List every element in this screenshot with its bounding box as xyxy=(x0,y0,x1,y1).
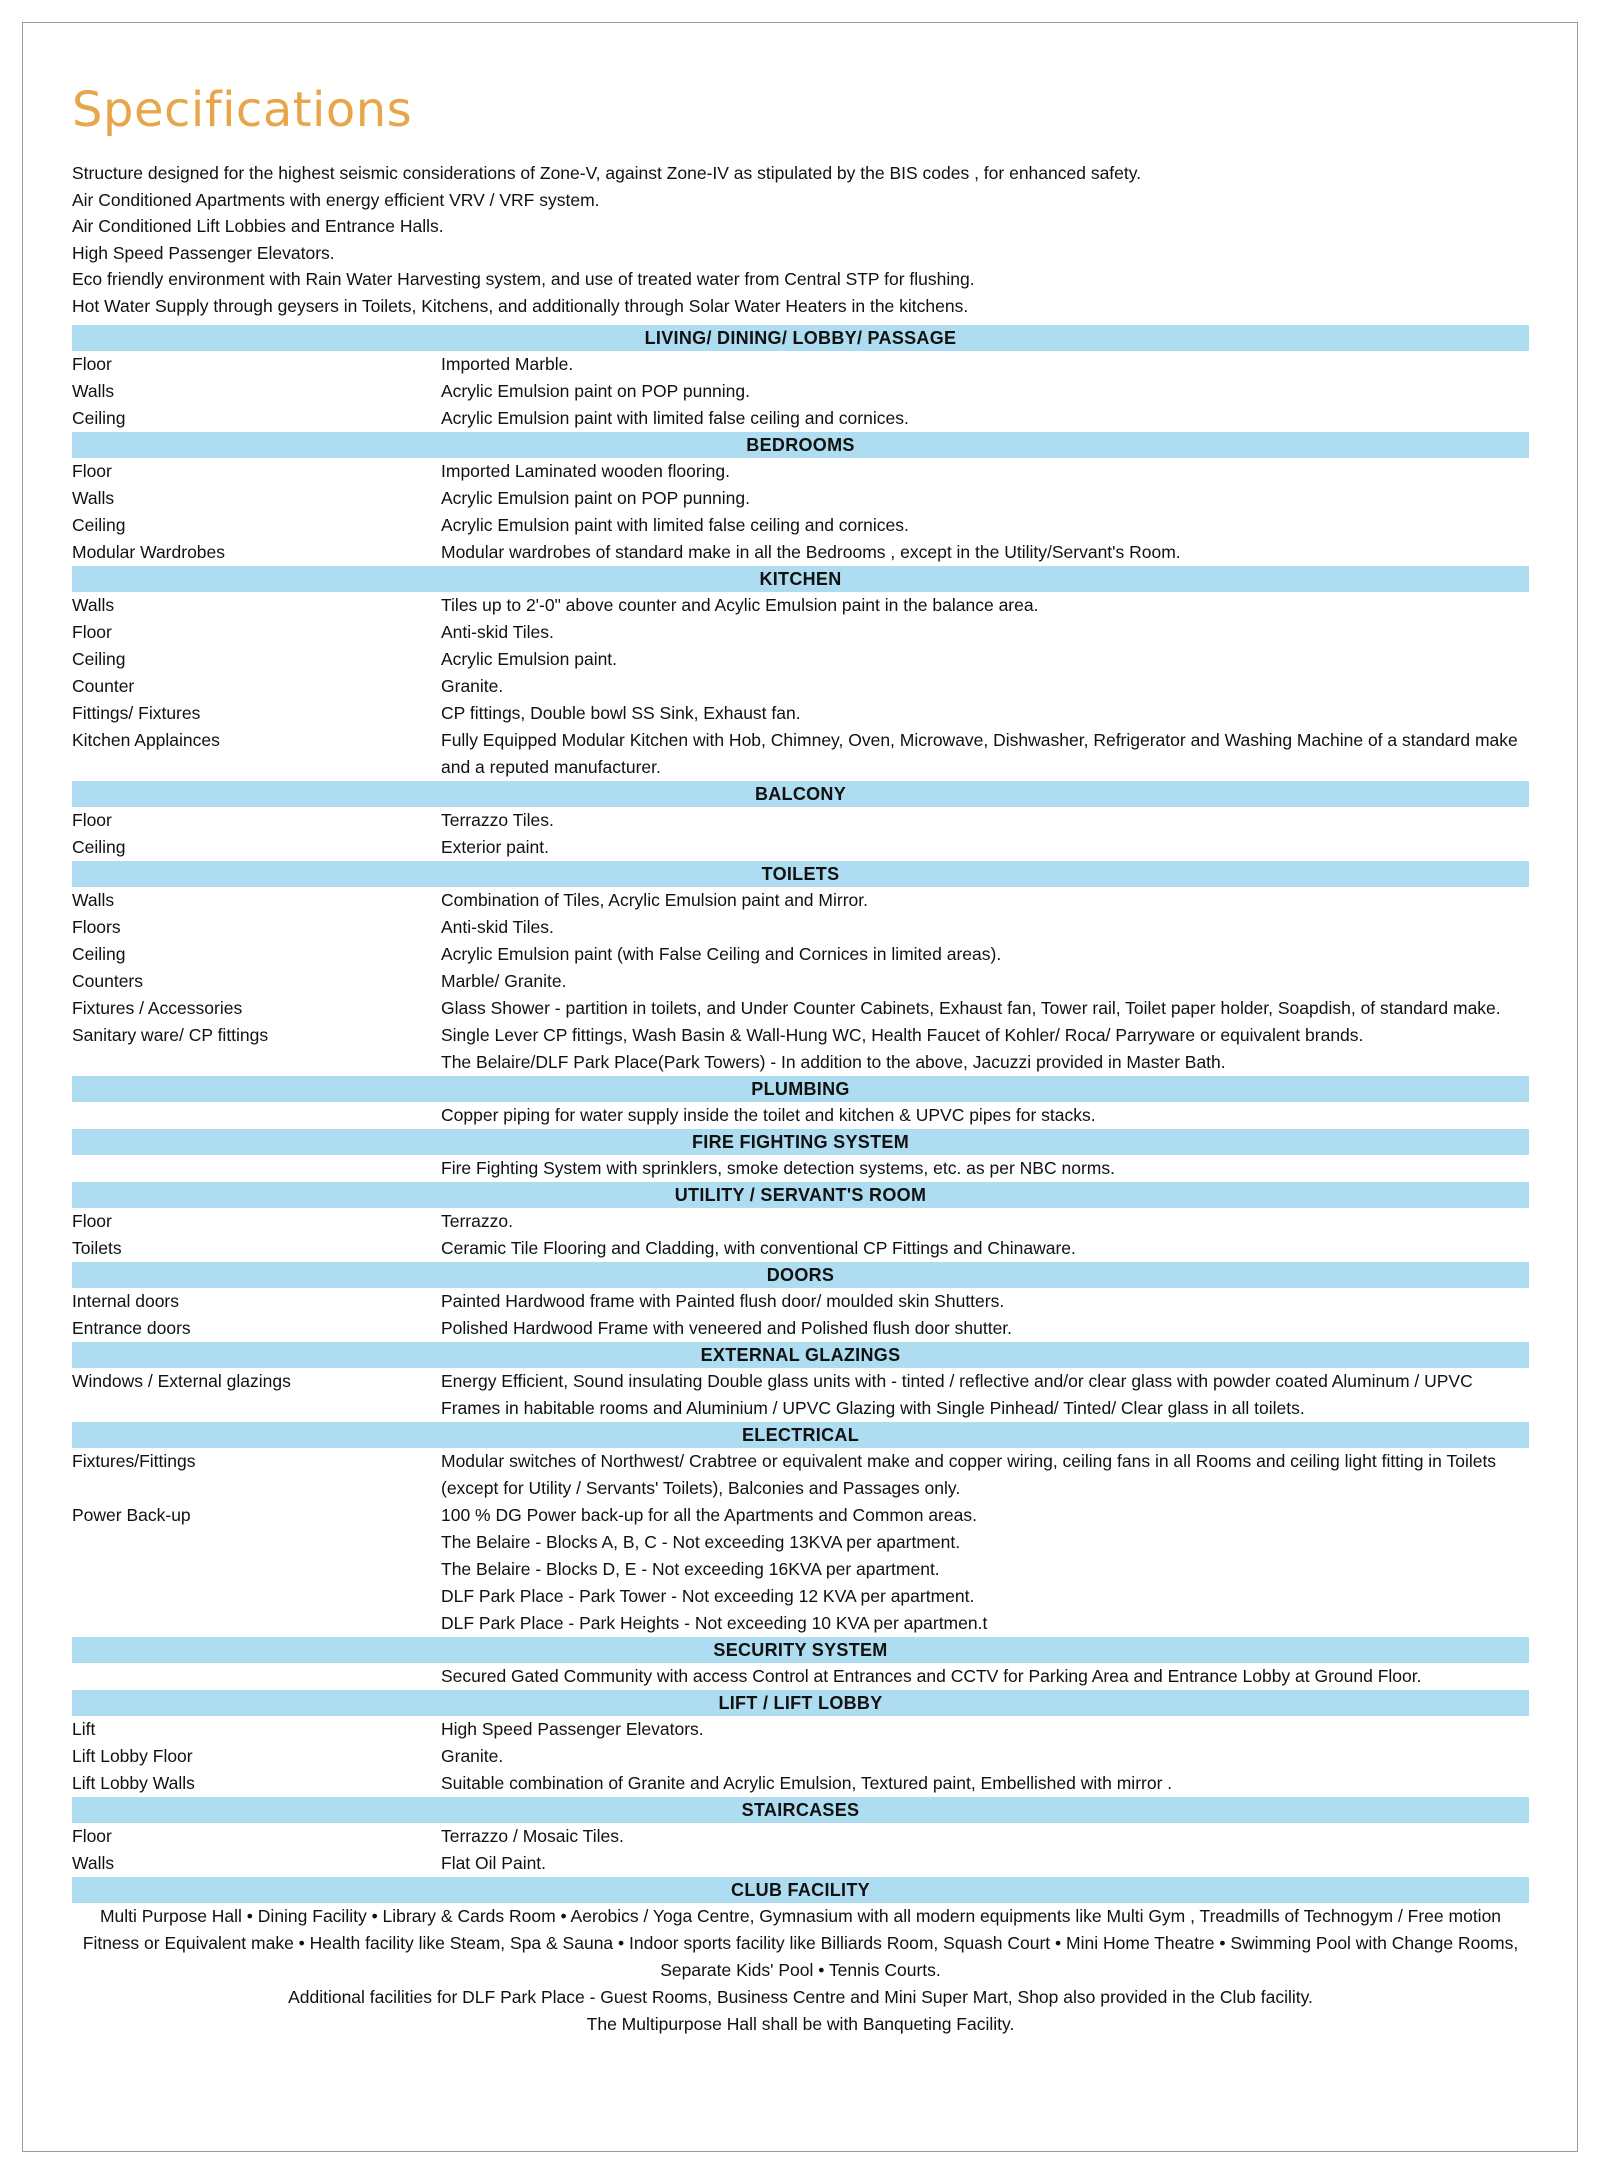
spec-value: Fully Equipped Modular Kitchen with Hob, Chimney, Oven, Microwave, Dishwasher, Refrigerator and Washing Machine of a standard make and a reputed manufacturer. xyxy=(441,730,1518,777)
spec-label xyxy=(72,1556,441,1583)
page-title: Specifications xyxy=(72,82,413,138)
spec-value: CP fittings, Double bowl SS Sink, Exhaust fan. xyxy=(441,703,801,723)
spec-row xyxy=(72,1770,1529,1797)
spec-value: The Belaire/DLF Park Place(Park Towers) - In addition to the above, Jacuzzi provided in Master Bath. xyxy=(441,1052,1226,1072)
spec-value: DLF Park Place - Park Heights - Not exceeding 10 KVA per apartmen.t xyxy=(441,1613,988,1633)
section-heading: EXTERNAL GLAZINGS xyxy=(72,1342,1529,1368)
spec-value: Anti-skid Tiles. xyxy=(441,917,554,937)
spec-row xyxy=(72,887,1529,914)
spec-label: Counters xyxy=(72,971,144,991)
spec-label: Ceiling xyxy=(72,837,126,857)
section-heading: BEDROOMS xyxy=(72,432,1529,458)
section-heading: PLUMBING xyxy=(72,1076,1529,1102)
spec-row xyxy=(72,968,1529,995)
spec-row xyxy=(72,807,1529,834)
spec-row xyxy=(72,1610,1529,1637)
spec-value: Acrylic Emulsion paint with limited false ceiling and cornices. xyxy=(441,408,909,428)
spec-label: Internal doors xyxy=(72,1291,180,1311)
spec-value: Acrylic Emulsion paint with limited false ceiling and cornices. xyxy=(441,515,909,535)
spec-value: Granite. xyxy=(441,1746,504,1766)
spec-row xyxy=(72,485,1529,512)
spec-row xyxy=(72,1102,1529,1129)
section-heading: STAIRCASES xyxy=(72,1797,1529,1823)
spec-value: Single Lever CP fittings, Wash Basin & Wall-Hung WC, Health Faucet of Kohler/ Roca/ Parryware or equivalent brands. xyxy=(441,1025,1364,1045)
section-heading: FIRE FIGHTING SYSTEM xyxy=(72,1129,1529,1155)
spec-value: Fire Fighting System with sprinklers, smoke detection systems, etc. as per NBC norms. xyxy=(441,1158,1115,1178)
intro-line: High Speed Passenger Elevators. xyxy=(72,242,335,263)
spec-row xyxy=(72,351,1529,378)
spec-row xyxy=(72,995,1529,1022)
club-line: Additional facilities for DLF Park Place - Guest Rooms, Business Centre and Mini Super Mart, Shop also provided in the Club facility. xyxy=(288,1987,1313,2007)
section-heading: ELECTRICAL xyxy=(72,1422,1529,1448)
spec-value: Combination of Tiles, Acrylic Emulsion paint and Mirror. xyxy=(441,890,868,910)
spec-label: Floors xyxy=(72,917,121,937)
spec-row xyxy=(72,1235,1529,1262)
spec-row xyxy=(72,1743,1529,1770)
spec-label: Floor xyxy=(72,1826,112,1846)
intro-line: Structure designed for the highest seismic considerations of Zone-V, against Zone-IV as stipulated by the BIS codes , for enhanced safety. xyxy=(72,163,1142,183)
spec-row xyxy=(72,1368,1529,1422)
spec-label: Sanitary ware/ CP fittings xyxy=(72,1025,269,1045)
spec-value: Terrazzo. xyxy=(441,1211,513,1231)
spec-value: Imported Marble. xyxy=(441,354,574,374)
spec-value: Imported Laminated wooden flooring. xyxy=(441,461,730,481)
spec-value: Painted Hardwood frame with Painted flush door/ moulded skin Shutters. xyxy=(441,1291,1005,1311)
spec-row xyxy=(72,700,1529,727)
spec-row xyxy=(72,1288,1529,1315)
section-heading: TOILETS xyxy=(72,861,1529,887)
spec-label: Ceiling xyxy=(72,408,126,428)
spec-value: Anti-skid Tiles. xyxy=(441,622,554,642)
club-facility-text xyxy=(72,1903,1529,2038)
spec-label xyxy=(72,1102,441,1129)
spec-label: Toilets xyxy=(72,1238,122,1258)
spec-value: Polished Hardwood Frame with veneered and Polished flush door shutter. xyxy=(441,1318,1013,1338)
spec-row xyxy=(72,1502,1529,1529)
spec-label: Floor xyxy=(72,1211,112,1231)
spec-label: Walls xyxy=(72,595,115,615)
spec-value: Acrylic Emulsion paint on POP punning. xyxy=(441,488,751,508)
spec-value: Exterior paint. xyxy=(441,837,549,857)
spec-row xyxy=(72,1823,1529,1850)
spec-value: Tiles up to 2'-0" above counter and Acylic Emulsion paint in the balance area. xyxy=(441,595,1039,615)
section-heading: LIFT / LIFT LOBBY xyxy=(72,1690,1529,1716)
spec-row xyxy=(72,378,1529,405)
spec-row xyxy=(72,1529,1529,1556)
spec-label: Walls xyxy=(72,1853,115,1873)
spec-label xyxy=(72,1049,441,1076)
spec-label: Lift Lobby Floor xyxy=(72,1746,193,1766)
spec-value: Terrazzo / Mosaic Tiles. xyxy=(441,1826,624,1846)
spec-value: Copper piping for water supply inside the toilet and kitchen & UPVC pipes for stacks. xyxy=(441,1105,1096,1125)
spec-label xyxy=(72,1529,441,1556)
spec-value: The Belaire - Blocks D, E - Not exceeding 16KVA per apartment. xyxy=(441,1559,940,1579)
spec-label: Walls xyxy=(72,381,115,401)
club-line: Multi Purpose Hall • Dining Facility • Library & Cards Room • Aerobics / Yoga Centre, Gymnasium with all modern equipments like Multi Gym , Treadmills of Technogym / Free motion Fitness or Equivalent make • Health facility like Steam, Spa & Sauna • Indoor sports facility like Billiards Room, Squash Court • Mini Home Theatre • Swimming Pool with Change Rooms, Separate Kids' Pool • Tennis Courts. xyxy=(82,1906,1519,1980)
spec-row xyxy=(72,646,1529,673)
spec-label xyxy=(72,1155,441,1182)
spec-label: Fixtures / Accessories xyxy=(72,998,243,1018)
spec-row xyxy=(72,941,1529,968)
spec-row xyxy=(72,1448,1529,1502)
section-heading-club: CLUB FACILITY xyxy=(72,1877,1529,1903)
spec-value: Glass Shower - partition in toilets, and Under Counter Cabinets, Exhaust fan, Tower rail, Toilet paper holder, Soapdish, of standard make. xyxy=(441,998,1501,1018)
spec-label: Kitchen Applainces xyxy=(72,730,220,750)
spec-label xyxy=(72,1663,441,1690)
spec-row xyxy=(72,1315,1529,1342)
spec-value: Granite. xyxy=(441,676,504,696)
section-heading: KITCHEN xyxy=(72,566,1529,592)
spec-value: Terrazzo Tiles. xyxy=(441,810,554,830)
spec-row xyxy=(72,1716,1529,1743)
spec-label: Floor xyxy=(72,354,112,374)
spec-value: 100 % DG Power back-up for all the Apartments and Common areas. xyxy=(441,1505,977,1525)
intro-line: Air Conditioned Apartments with energy efficient VRV / VRF system. xyxy=(72,189,600,210)
spec-row xyxy=(72,1022,1529,1049)
spec-label: Lift Lobby Walls xyxy=(72,1773,195,1793)
section-heading: SECURITY SYSTEM xyxy=(72,1637,1529,1663)
spec-row xyxy=(72,673,1529,700)
spec-row xyxy=(72,1663,1529,1690)
spec-label: Walls xyxy=(72,488,115,508)
spec-label xyxy=(72,1610,441,1637)
spec-row xyxy=(72,619,1529,646)
spec-row xyxy=(72,592,1529,619)
spec-row xyxy=(72,539,1529,566)
spec-label: Ceiling xyxy=(72,649,126,669)
club-line: The Multipurpose Hall shall be with Banqueting Facility. xyxy=(586,2014,1015,2034)
spec-label: Fittings/ Fixtures xyxy=(72,703,201,723)
spec-label: Ceiling xyxy=(72,515,126,535)
spec-value: Ceramic Tile Flooring and Cladding, with conventional CP Fittings and Chinaware. xyxy=(441,1238,1076,1258)
spec-value: Secured Gated Community with access Control at Entrances and CCTV for Parking Area and Entrance Lobby at Ground Floor. xyxy=(441,1666,1422,1686)
spec-sections xyxy=(72,325,1529,1877)
spec-label: Counter xyxy=(72,676,135,696)
intro-line: Eco friendly environment with Rain Water Harvesting system, and use of treated water from Central STP for flushing. xyxy=(72,269,975,289)
spec-row xyxy=(72,834,1529,861)
spec-label: Walls xyxy=(72,890,115,910)
spec-label: Floor xyxy=(72,622,112,642)
spec-value: Modular wardrobes of standard make in all the Bedrooms , except in the Utility/Servant's Room. xyxy=(441,542,1181,562)
spec-row xyxy=(72,1049,1529,1076)
spec-row xyxy=(72,1583,1529,1610)
spec-label: Ceiling xyxy=(72,944,126,964)
spec-label: Floor xyxy=(72,461,112,481)
spec-label: Windows / External glazings xyxy=(72,1371,291,1391)
spec-row xyxy=(72,458,1529,485)
intro-block xyxy=(72,160,1529,319)
spec-value: DLF Park Place - Park Tower - Not exceeding 12 KVA per apartment. xyxy=(441,1586,975,1606)
spec-value: Acrylic Emulsion paint on POP punning. xyxy=(441,381,751,401)
spec-value: High Speed Passenger Elevators. xyxy=(441,1719,704,1739)
intro-line: Hot Water Supply through geysers in Toilets, Kitchens, and additionally through Solar Water Heaters in the kitchens. xyxy=(72,295,969,316)
spec-row xyxy=(72,914,1529,941)
spec-value: Modular switches of Northwest/ Crabtree or equivalent make and copper wiring, ceiling fans in all Rooms and ceiling light fitting in Toilets (except for Utility / Servants' Toilets), Balconies and Passages only. xyxy=(441,1451,1497,1498)
spec-row xyxy=(72,727,1529,781)
section-heading: LIVING/ DINING/ LOBBY/ PASSAGE xyxy=(72,325,1529,351)
spec-row xyxy=(72,1208,1529,1235)
spec-label: Entrance doors xyxy=(72,1318,191,1338)
spec-label: Floor xyxy=(72,810,112,830)
spec-row xyxy=(72,512,1529,539)
section-heading: UTILITY / SERVANT'S ROOM xyxy=(72,1182,1529,1208)
section-heading: BALCONY xyxy=(72,781,1529,807)
spec-row xyxy=(72,1155,1529,1182)
spec-sheet xyxy=(72,82,1529,2038)
spec-label: Modular Wardrobes xyxy=(72,542,226,562)
spec-value: Flat Oil Paint. xyxy=(441,1853,547,1873)
spec-label xyxy=(72,1583,441,1610)
spec-row xyxy=(72,405,1529,432)
spec-label: Fixtures/Fittings xyxy=(72,1451,196,1471)
spec-value: Energy Efficient, Sound insulating Double glass units with - tinted / reflective and/or clear glass with powder coated Aluminum / UPVC Frames in habitable rooms and Aluminium / UPVC Glazing with Single Pinhead/ Tinted/ Clear glass in all toilets. xyxy=(441,1371,1473,1418)
intro-line: Air Conditioned Lift Lobbies and Entrance Halls. xyxy=(72,216,444,236)
spec-label: Power Back-up xyxy=(72,1505,191,1525)
spec-label: Lift xyxy=(72,1719,96,1739)
spec-value: Acrylic Emulsion paint. xyxy=(441,649,618,669)
spec-value: Marble/ Granite. xyxy=(441,971,567,991)
spec-row xyxy=(72,1850,1529,1877)
spec-value: Acrylic Emulsion paint (with False Ceiling and Cornices in limited areas). xyxy=(441,944,1002,964)
spec-value: The Belaire - Blocks A, B, C - Not exceeding 13KVA per apartment. xyxy=(441,1532,961,1552)
spec-row xyxy=(72,1556,1529,1583)
spec-value: Suitable combination of Granite and Acrylic Emulsion, Textured paint, Embellished with mirror . xyxy=(441,1773,1173,1793)
section-heading: DOORS xyxy=(72,1262,1529,1288)
